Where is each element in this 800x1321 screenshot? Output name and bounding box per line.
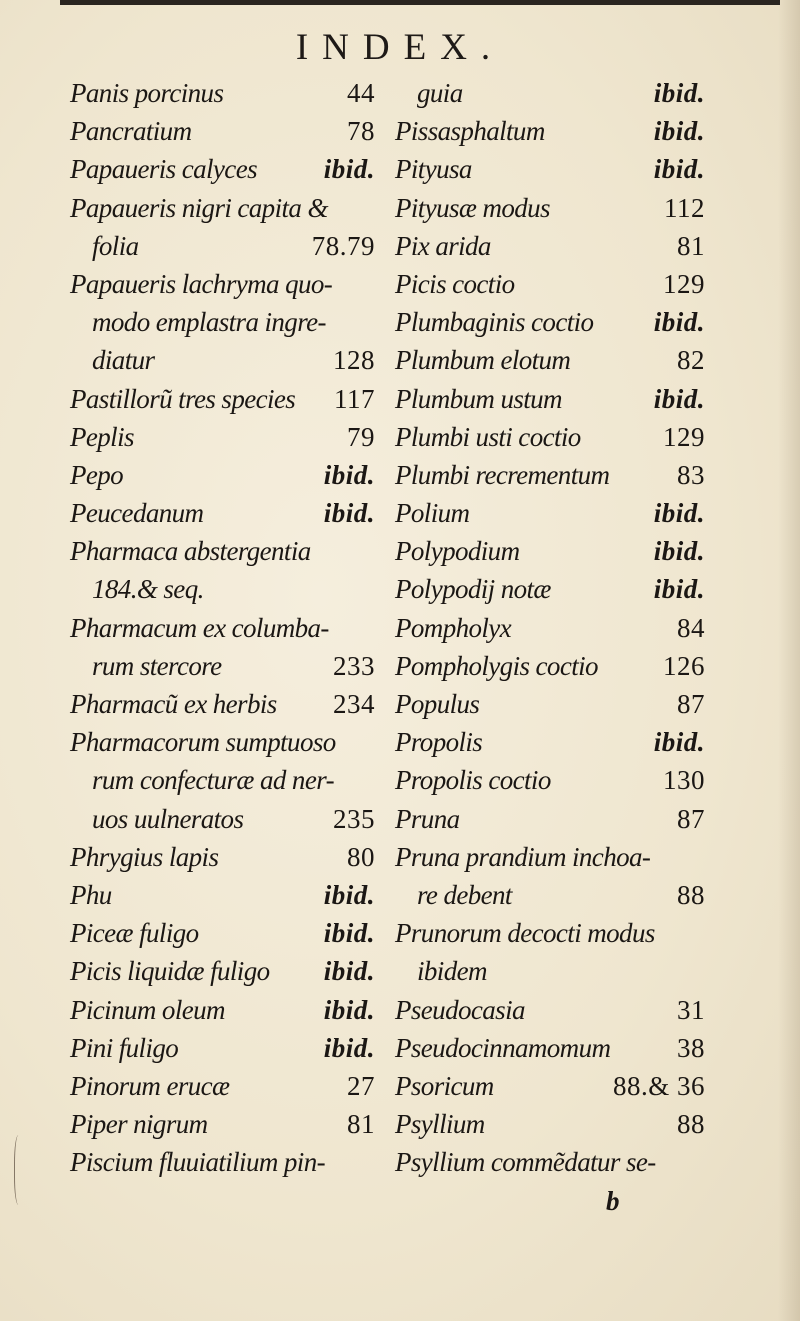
index-entry <box>70 952 375 990</box>
index-entry <box>70 456 375 494</box>
index-entry-term: Pityusa <box>395 154 472 185</box>
index-entry <box>395 303 705 341</box>
index-entry <box>70 494 375 532</box>
index-entry-term: Pharmacũ ex herbis <box>70 689 277 719</box>
index-entry-term: Pruna <box>395 803 460 834</box>
index-entry <box>395 341 705 379</box>
index-column-right <box>395 74 705 1181</box>
page-top-edge <box>60 0 780 5</box>
index-entry <box>395 876 705 914</box>
margin-mark <box>14 1135 25 1205</box>
index-entry-page: 80 <box>347 841 375 872</box>
index-entry <box>70 380 375 418</box>
index-entry <box>70 609 375 647</box>
index-entry-term: Pix arida <box>395 230 491 261</box>
index-column-left <box>70 74 375 1181</box>
index-entry-page: ibid. <box>323 498 375 529</box>
index-entry-term: Pompholygis coctio <box>395 650 598 681</box>
index-entry-page: 235 <box>333 803 375 834</box>
index-entry-page: 129 <box>663 421 705 452</box>
index-entry <box>395 150 705 188</box>
index-entry-term: Psoricum <box>395 1070 494 1101</box>
index-entry-page: 31 <box>677 994 705 1025</box>
index-entry-term: Propolis <box>395 727 483 758</box>
index-entry-term: Pseudocasia <box>395 994 525 1025</box>
index-entry <box>70 189 375 227</box>
index-entry-page: ibid. <box>323 994 375 1025</box>
index-entry-page: ibid. <box>323 459 375 490</box>
index-entry-term: folia <box>92 230 139 261</box>
index-entry <box>395 112 705 150</box>
index-entry-term: Pharmaca abstergentia <box>70 536 311 567</box>
index-entry-term: guia <box>417 78 463 108</box>
index-entry-page: 128 <box>333 345 375 376</box>
index-entry-term: Panis porcinus <box>70 78 224 108</box>
index-entry <box>70 647 375 685</box>
index-entry <box>395 570 705 608</box>
index-entry <box>70 303 375 341</box>
index-entry <box>70 1067 375 1105</box>
index-entry <box>395 380 705 418</box>
index-entry-term: Pityusæ modus <box>395 192 550 223</box>
index-entry <box>70 150 375 188</box>
index-entry <box>70 112 375 150</box>
index-entry <box>70 838 375 876</box>
index-entry-term: Piper nigrum <box>70 1109 208 1140</box>
index-entry-term: Populus <box>395 689 480 719</box>
index-entry-term: Plumbi usti coctio <box>395 421 581 452</box>
index-entry-term: Picis liquidæ fuligo <box>70 956 270 987</box>
index-entry-page: 87 <box>677 689 705 719</box>
index-entry <box>70 74 375 112</box>
index-entry <box>70 341 375 379</box>
index-entry <box>70 418 375 456</box>
index-entry <box>395 494 705 532</box>
index-entry-term: Plumbi recrementum <box>395 459 610 490</box>
index-entry-page: 88.& 36 <box>612 1070 705 1101</box>
index-entry <box>70 685 375 723</box>
index-entry <box>70 761 375 799</box>
index-entry-page: ibid. <box>323 918 375 949</box>
index-entry <box>395 456 705 494</box>
index-entry-page: 130 <box>663 765 705 796</box>
index-entry-page: 126 <box>663 650 705 681</box>
page-title: INDEX. <box>295 27 505 68</box>
index-entry-page: 88 <box>677 1109 705 1140</box>
index-entry-term: Peucedanum <box>70 498 204 529</box>
index-entry-page: 78 <box>347 116 375 147</box>
index-entry-page: 38 <box>677 1032 705 1063</box>
index-entry-page: ibid. <box>653 116 705 147</box>
index-entry-term: rum stercore <box>92 650 222 681</box>
index-entry <box>395 838 705 876</box>
index-entry <box>70 723 375 761</box>
index-entry-term: Pancratium <box>70 116 192 147</box>
index-entry-term: Picis coctio <box>395 268 515 299</box>
index-entry <box>70 876 375 914</box>
index-entry <box>395 761 705 799</box>
index-entry-term: Peplis <box>70 421 134 452</box>
index-entry <box>70 800 375 838</box>
index-entry-page: 27 <box>347 1070 375 1101</box>
index-entry-page: ibid. <box>323 956 375 987</box>
index-entry <box>395 1105 705 1143</box>
index-entry-term: Plumbaginis coctio <box>395 307 594 338</box>
index-entry-page: 81 <box>677 230 705 261</box>
index-entry-term: Pini fuligo <box>70 1032 179 1063</box>
index-entry-term: Picinum oleum <box>70 994 225 1025</box>
index-entry-page: 117 <box>334 383 375 414</box>
index-entry <box>70 914 375 952</box>
index-entry-page: 129 <box>663 268 705 299</box>
index-entry-term: Plumbum elotum <box>395 345 571 376</box>
index-entry <box>70 265 375 303</box>
index-entry-term: Pharmacum ex columba- <box>70 612 329 643</box>
index-entry-term: re debent <box>417 879 512 910</box>
index-entry-page: 44 <box>347 78 375 108</box>
index-entry-page: 81 <box>347 1109 375 1140</box>
index-entry-term: rum confecturæ ad ner- <box>92 765 334 796</box>
index-entry <box>395 1067 705 1105</box>
index-entry <box>395 800 705 838</box>
index-entry <box>395 647 705 685</box>
index-entry-term: Pruna prandium inchoa- <box>395 841 651 872</box>
index-entry <box>395 189 705 227</box>
index-entry-term: 184.& seq. <box>92 574 204 605</box>
index-entry-term: Polypodium <box>395 536 520 567</box>
index-entry-page: 78.79 <box>311 230 375 261</box>
index-entry-term: modo emplastra ingre- <box>92 307 326 338</box>
index-entry <box>395 1143 705 1181</box>
index-entry-term: Pepo <box>70 459 124 490</box>
index-entry <box>395 1029 705 1067</box>
index-entry-term: Papaueris lachryma quo- <box>70 268 333 299</box>
index-entry-term: Papaueris calyces <box>70 154 257 185</box>
index-entry-term: Pinorum erucæ <box>70 1070 230 1101</box>
index-entry <box>395 685 705 723</box>
index-entry-term: uos uulneratos <box>92 803 244 834</box>
index-entry-page: 233 <box>333 650 375 681</box>
index-entry-term: Pharmacorum sumptuoso <box>70 727 336 758</box>
index-entry-term: Plumbum ustum <box>395 383 562 414</box>
index-entry <box>395 952 705 990</box>
index-entry-page: ibid. <box>653 727 705 758</box>
index-entry-term: Pissasphaltum <box>395 116 545 147</box>
index-entry <box>70 532 375 570</box>
index-entry-page: 234 <box>333 689 375 719</box>
index-entry-page: ibid. <box>653 154 705 185</box>
index-entry-term: Pastillorũ tres species <box>70 383 296 414</box>
index-entry-term: ibidem <box>417 956 487 987</box>
index-entry-page: ibid. <box>323 1032 375 1063</box>
index-entry-term: Papaueris nigri capita & <box>70 192 328 223</box>
index-entry-page: 112 <box>664 192 705 223</box>
index-entry-term: Psyllium <box>395 1109 485 1140</box>
index-entry-page: ibid. <box>653 536 705 567</box>
index-entry <box>395 532 705 570</box>
index-entry <box>395 991 705 1029</box>
index-entry <box>70 1105 375 1143</box>
index-entry <box>395 723 705 761</box>
index-entry <box>395 418 705 456</box>
index-entry <box>395 914 705 952</box>
index-entry-term: Phrygius lapis <box>70 841 219 872</box>
index-entry <box>395 265 705 303</box>
index-entry-page: ibid. <box>653 383 705 414</box>
index-entry <box>395 74 705 112</box>
index-entry-page: 82 <box>677 345 705 376</box>
index-entry-page: ibid. <box>653 307 705 338</box>
index-entry-term: Pseudocinnamomum <box>395 1032 611 1063</box>
index-entry <box>70 570 375 608</box>
index-entry <box>70 991 375 1029</box>
page-gutter-shade <box>778 0 800 1321</box>
index-entry-term: Piceæ fuligo <box>70 918 199 949</box>
index-entry-term: Polium <box>395 498 470 529</box>
index-entry-term: diatur <box>92 345 155 376</box>
index-entry-term: Psyllium commẽdatur se- <box>395 1147 656 1178</box>
index-entry <box>395 609 705 647</box>
index-entry <box>70 1029 375 1067</box>
index-entry <box>70 1143 375 1181</box>
index-entry-term: Prunorum decocti modus <box>395 918 655 949</box>
index-entry-page: 79 <box>347 421 375 452</box>
index-entry-term: Piscium fluuiatilium pin- <box>70 1147 325 1178</box>
index-entry-page: 84 <box>677 612 705 643</box>
index-entry-page: 88 <box>677 879 705 910</box>
index-entry-term: Propolis coctio <box>395 765 551 796</box>
index-entry-page: ibid. <box>653 498 705 529</box>
index-entry <box>395 227 705 265</box>
catchword: b <box>606 1186 620 1216</box>
index-entry-term: Polypodij notæ <box>395 574 551 605</box>
index-entry-page: ibid. <box>653 78 705 108</box>
index-entry-term: Phu <box>70 879 112 910</box>
index-entry-term: Pompholyx <box>395 612 512 643</box>
index-entry <box>70 227 375 265</box>
index-entry-page: 87 <box>677 803 705 834</box>
index-entry-page: ibid. <box>323 879 375 910</box>
index-entry-page: ibid. <box>653 574 705 605</box>
index-entry-page: ibid. <box>323 154 375 185</box>
index-entry-page: 83 <box>677 459 705 490</box>
